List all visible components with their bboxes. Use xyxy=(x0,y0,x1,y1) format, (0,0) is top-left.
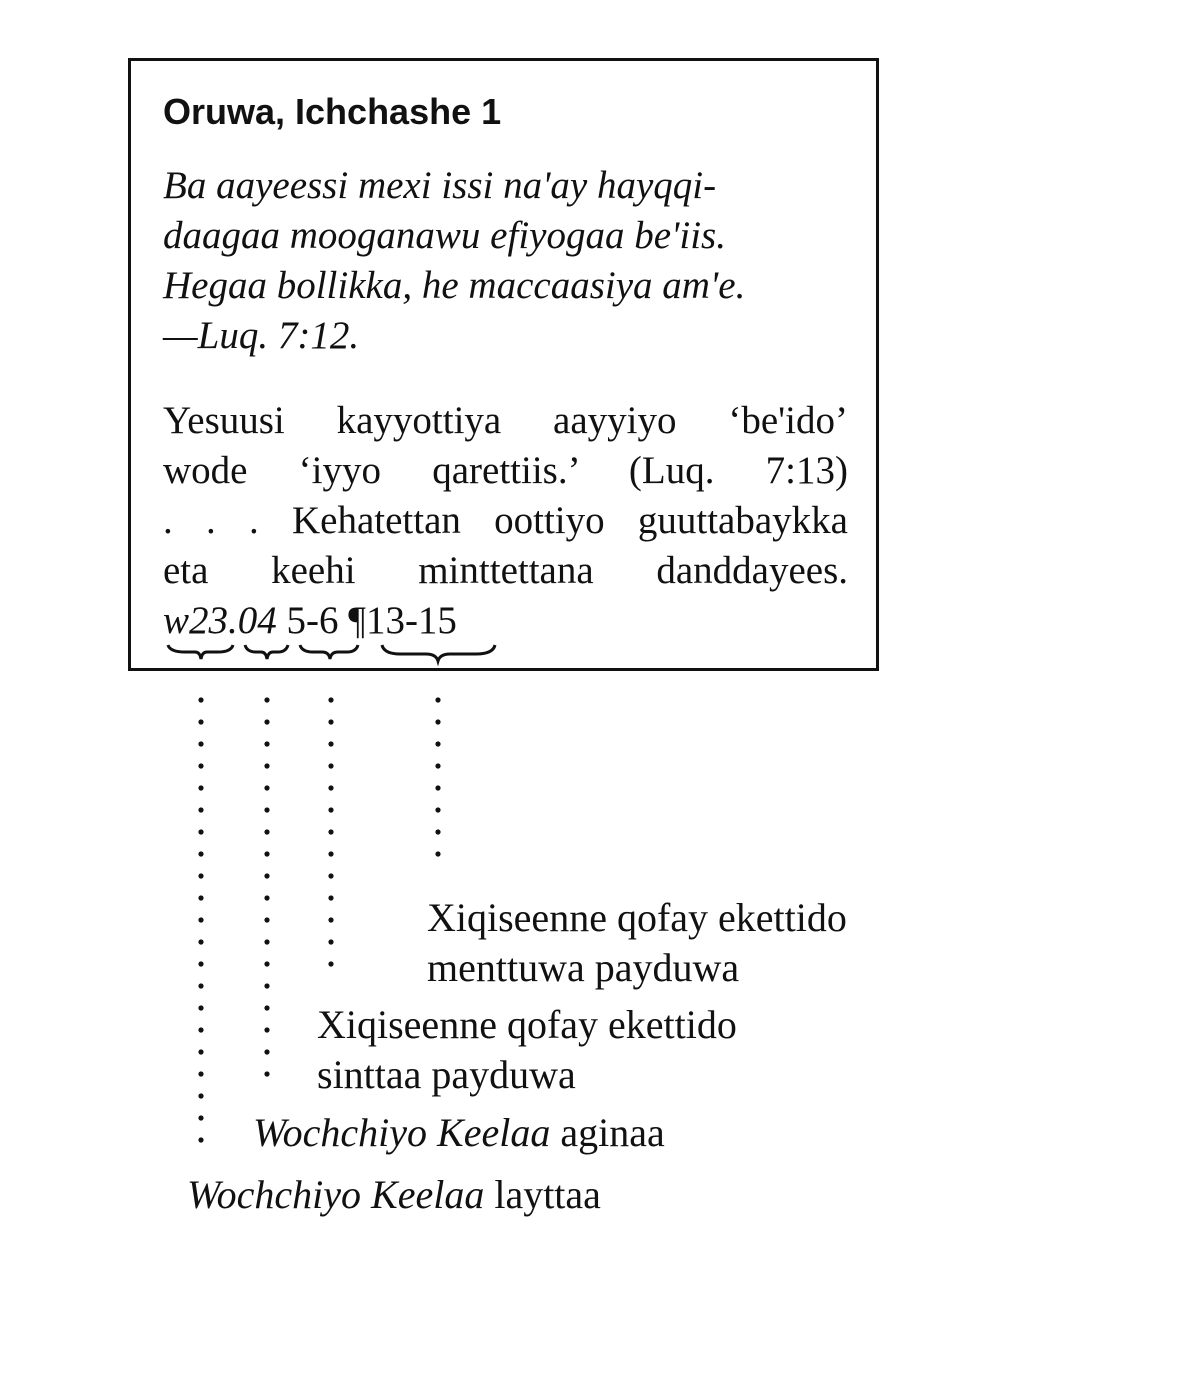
leader-dot xyxy=(328,807,333,812)
leader-dot xyxy=(435,763,440,768)
label-paragraphs xyxy=(427,893,847,993)
verse-line: Hegaa bollikka, he maccaasiya am'e. xyxy=(163,264,746,307)
leader-dot xyxy=(198,1049,203,1054)
leader-dot xyxy=(264,697,269,702)
label-rest: layttaa xyxy=(484,1172,601,1217)
brace-year xyxy=(168,645,233,659)
verse-line: daagaa mooganawu efiyogaa be'iis. xyxy=(163,214,726,257)
leader-dot xyxy=(435,785,440,790)
label-italic: Wochchiyo Keelaa xyxy=(253,1110,551,1155)
label-pages xyxy=(317,1000,737,1100)
leader-dot xyxy=(264,895,269,900)
leader-dot xyxy=(328,961,333,966)
leader-dot xyxy=(264,917,269,922)
brace-paragraphs xyxy=(382,645,495,661)
leader-dot xyxy=(198,807,203,812)
body-line: eta keehi minttettana danddayees. xyxy=(163,549,848,592)
leader-dot xyxy=(435,741,440,746)
leader-dot xyxy=(264,829,269,834)
label-line: menttuwa payduwa xyxy=(427,945,740,990)
leader-dot xyxy=(264,719,269,724)
body-line: Yesuusi kayyottiya aayyiyo ‘be'ido’ xyxy=(163,399,848,442)
leader-dot xyxy=(264,851,269,856)
label-line: Xiqiseenne qofay ekettido xyxy=(317,1002,737,1047)
leader-dot xyxy=(435,719,440,724)
leader-dot xyxy=(198,1137,203,1142)
leader-dot xyxy=(328,741,333,746)
leader-dot xyxy=(264,961,269,966)
ref-issue: 04 xyxy=(237,599,277,642)
leader-dot xyxy=(198,829,203,834)
label-rest: aginaa xyxy=(550,1110,665,1155)
leader-dot xyxy=(328,697,333,702)
leader-dot xyxy=(328,939,333,944)
leader-dot xyxy=(264,1005,269,1010)
leader-dot xyxy=(264,1049,269,1054)
label-year xyxy=(187,1170,601,1220)
leader-dot xyxy=(198,939,203,944)
leader-dot xyxy=(198,1005,203,1010)
leader-dot xyxy=(328,917,333,922)
ref-paragraphs: ¶13-15 xyxy=(348,599,457,642)
box-title: Oruwa, Ichchashe 1 xyxy=(163,91,502,132)
leader-dot xyxy=(264,763,269,768)
verse-line: Ba aayeessi mexi issi na'ay hayqqi- xyxy=(163,164,717,207)
leader-dot xyxy=(328,785,333,790)
leader-dot xyxy=(328,763,333,768)
leader-dot xyxy=(328,719,333,724)
leader-dot xyxy=(198,961,203,966)
brace-pages xyxy=(300,645,358,659)
leader-dot xyxy=(264,983,269,988)
leader-dot xyxy=(198,697,203,702)
leader-dot xyxy=(328,851,333,856)
leader-dot xyxy=(198,763,203,768)
label-line: sinttaa payduwa xyxy=(317,1052,576,1097)
leader-dot xyxy=(264,939,269,944)
leader-dot xyxy=(198,1093,203,1098)
leader-dot xyxy=(435,807,440,812)
leader-dot xyxy=(198,785,203,790)
leader-dot xyxy=(328,873,333,878)
leader-dot xyxy=(435,851,440,856)
leader-dot xyxy=(435,829,440,834)
leader-dot xyxy=(198,741,203,746)
ref-year: w23. xyxy=(163,599,238,642)
leader-dot xyxy=(328,829,333,834)
label-line: Xiqiseenne qofay ekettido xyxy=(427,895,847,940)
label-issue xyxy=(253,1108,665,1158)
leader-dot xyxy=(198,895,203,900)
leader-dot xyxy=(264,807,269,812)
body-line: wode ‘iyyo qarettiis.’ (Luq. 7:13) xyxy=(163,449,848,492)
leader-dot xyxy=(264,785,269,790)
leader-dot xyxy=(328,895,333,900)
ref-pages: 5-6 xyxy=(286,599,339,642)
leader-dot xyxy=(198,1071,203,1076)
leader-dot xyxy=(198,917,203,922)
leader-dot xyxy=(198,983,203,988)
leader-dot xyxy=(198,719,203,724)
leader-dot xyxy=(264,1027,269,1032)
body-line: . . . Kehatettan oottiyo guuttabaykka xyxy=(163,499,848,542)
leader-dot xyxy=(264,1071,269,1076)
leader-dot xyxy=(264,873,269,878)
leader-dot xyxy=(198,1027,203,1032)
leader-dot xyxy=(198,873,203,878)
leader-dot xyxy=(435,697,440,702)
brace-issue xyxy=(245,645,288,659)
leader-dot xyxy=(198,851,203,856)
verse-line: —Luq. 7:12. xyxy=(163,314,360,357)
label-italic: Wochchiyo Keelaa xyxy=(187,1172,485,1217)
leader-dot xyxy=(198,1115,203,1120)
leader-dot xyxy=(264,741,269,746)
